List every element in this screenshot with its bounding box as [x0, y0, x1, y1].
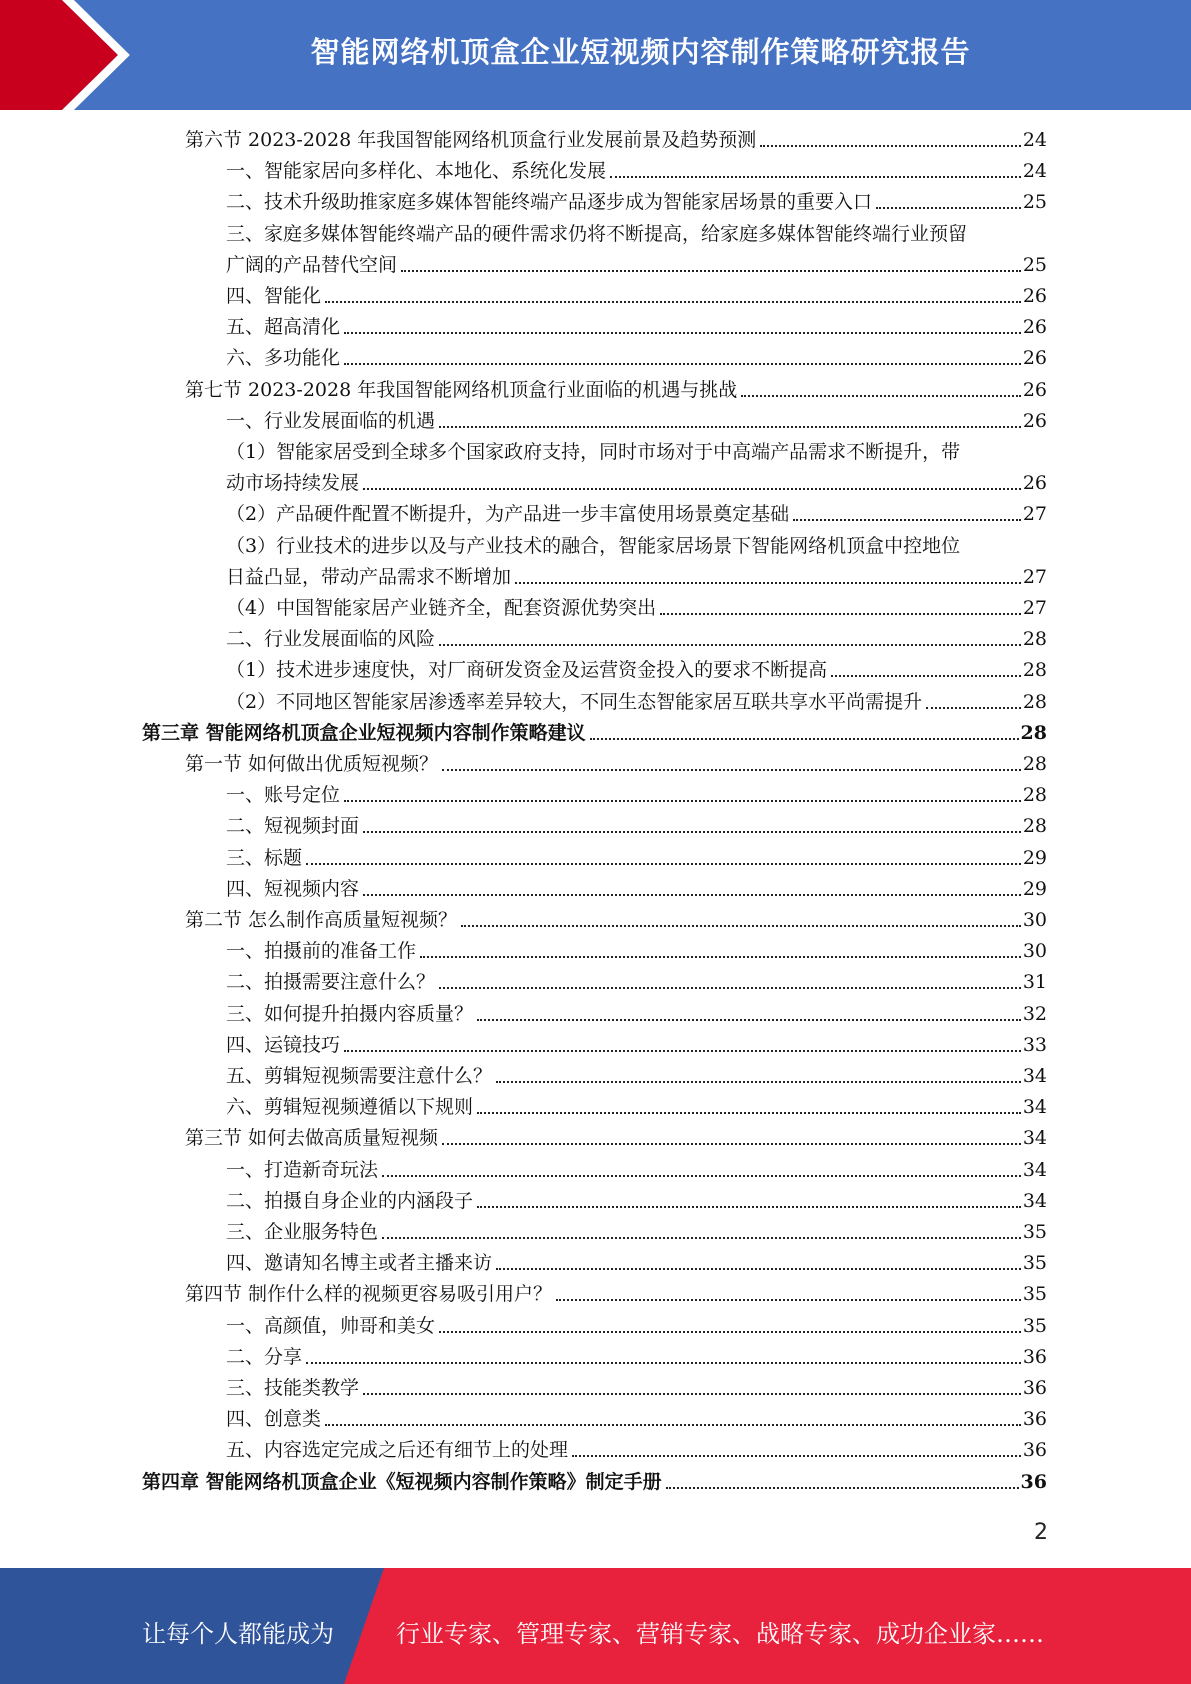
toc-entry[interactable] [226, 533, 1047, 559]
toc-dot-leader [461, 925, 1021, 927]
toc-entry-title: 三、标题 [226, 846, 303, 869]
toc-entry-page: 26 [1022, 285, 1047, 307]
toc-dot-leader [876, 207, 1021, 209]
toc-dot-leader [926, 707, 1021, 709]
toc-entry-page: 28 [1022, 628, 1047, 651]
toc-dot-leader [306, 863, 1021, 865]
toc-entry-title: （3）行业技术的进步以及与产业技术的融合，智能家居场景下智能网络机顶盒中控地位 [226, 534, 961, 557]
toc-entry-title: 二、行业发展面临的风险 [226, 628, 436, 651]
toc-entry-page: 29 [1022, 846, 1047, 869]
toc-entry-page: 28 [1022, 784, 1047, 807]
toc-entry-title: 四、创意类 [226, 1408, 322, 1431]
toc-dot-leader [572, 1455, 1021, 1457]
toc-entry-title: 五、剪辑短视频需要注意什么？ [226, 1065, 493, 1087]
toc-entry[interactable] [226, 1188, 1047, 1214]
toc-dot-leader [439, 1331, 1021, 1333]
toc-entry-page: 28 [1022, 659, 1047, 682]
toc-entry-page: 28 [1020, 721, 1047, 744]
toc-dot-leader [325, 301, 1021, 303]
toc-dot-leader [442, 769, 1021, 771]
toc-entry[interactable] [185, 127, 1047, 153]
toc-entry-title: （1）技术进步速度快，对厂商研发资金及运营资金投入的要求不断提高 [226, 659, 828, 682]
toc-entry[interactable] [226, 283, 1047, 309]
toc-dot-leader [477, 1206, 1021, 1208]
toc-entry[interactable] [226, 252, 1047, 278]
toc-entry-title: 二、短视频封面 [226, 815, 360, 838]
toc-entry-page: 34 [1022, 1189, 1047, 1212]
red-arrow-decoration [0, 0, 150, 110]
footer-slogan: 让每个人都能成为 [142, 1620, 334, 1648]
toc-dot-leader [760, 145, 1021, 147]
toc-entry-title: 二、拍摄需要注意什么？ [226, 971, 436, 994]
toc-entry-title: 二、分享 [226, 1345, 303, 1368]
toc-dot-leader [306, 1362, 1021, 1364]
toc-entry-page: 27 [1022, 565, 1047, 588]
toc-entry[interactable] [142, 1469, 1047, 1495]
toc-entry[interactable] [226, 969, 1047, 995]
toc-entry-title: 动市场持续发展 [226, 472, 360, 495]
toc-dot-leader [831, 675, 1021, 677]
toc-dot-leader [363, 831, 1021, 833]
toc-entry[interactable] [185, 377, 1047, 403]
toc-dot-leader [325, 1424, 1021, 1426]
toc-dot-leader [660, 613, 1021, 615]
toc-entry[interactable] [226, 158, 1047, 184]
toc-dot-leader [363, 1393, 1021, 1395]
toc-entry-title: 五、超高清化 [226, 316, 341, 339]
toc-entry[interactable] [226, 1094, 1047, 1120]
toc-entry-page: 26 [1022, 316, 1047, 339]
toc-entry-page: 27 [1022, 503, 1047, 526]
toc-entry[interactable] [185, 751, 1047, 777]
toc-entry-title: 二、拍摄自身企业的内涵段子 [226, 1189, 474, 1212]
toc-entry-title: 广阔的产品替代空间 [226, 253, 398, 276]
toc-entry[interactable] [226, 501, 1047, 527]
toc-entry-title: 三、家庭多媒体智能终端产品的硬件需求仍将不断提高，给家庭多媒体智能终端行业预留 [226, 222, 968, 245]
toc-entry[interactable] [185, 1125, 1047, 1151]
toc-entry[interactable] [226, 938, 1047, 964]
toc-entry[interactable] [226, 564, 1047, 590]
toc-dot-leader [344, 332, 1021, 334]
toc-entry-page: 25 [1022, 253, 1047, 276]
toc-entry-page: 36 [1022, 1439, 1047, 1462]
toc-entry-title: （4）中国智能家居产业链齐全，配套资源优势突出 [226, 597, 657, 619]
toc-entry-title: 四、邀请知名博主或者主播来访 [226, 1252, 493, 1275]
toc-entry-title: （2）产品硬件配置不断提升，为产品进一步丰富使用场景奠定基础 [226, 503, 790, 526]
toc-dot-leader [442, 1143, 1021, 1145]
toc-entry[interactable] [226, 408, 1047, 434]
toc-entry-title: 第六节 2023-2028 年我国智能网络机顶盒行业发展前景及趋势预测 [185, 129, 757, 151]
toc-entry-title: 第四节 制作什么样的视频更容易吸引用户？ [185, 1283, 553, 1306]
toc-entry[interactable] [226, 189, 1047, 215]
toc-entry-page: 36 [1022, 1377, 1047, 1399]
toc-dot-leader [382, 1237, 1021, 1239]
toc-entry-title: 第三章 智能网络机顶盒企业短视频内容制作策略建议 [142, 721, 586, 744]
toc-entry-page: 35 [1022, 1283, 1047, 1306]
toc-entry-page: 35 [1022, 1221, 1047, 1243]
toc-entry[interactable] [226, 876, 1047, 902]
toc-entry[interactable] [226, 1001, 1047, 1027]
toc-entry[interactable] [226, 1063, 1047, 1089]
toc-entry-page: 35 [1022, 1252, 1047, 1275]
toc-entry-page: 24 [1022, 129, 1047, 151]
toc-entry-title: 三、如何提升拍摄内容质量？ [226, 1002, 474, 1025]
toc-dot-leader [439, 426, 1021, 428]
toc-entry[interactable] [142, 720, 1047, 746]
header-banner [0, 0, 1191, 110]
toc-dot-leader [610, 176, 1021, 178]
toc-entry-page: 34 [1022, 1096, 1047, 1119]
toc-entry-title: 日益凸显，带动产品需求不断增加 [226, 565, 512, 588]
toc-dot-leader [401, 270, 1021, 272]
toc-entry-title: 三、技能类教学 [226, 1377, 360, 1399]
toc-entry-page: 26 [1022, 409, 1047, 432]
toc-entry-page: 28 [1022, 753, 1047, 775]
toc-entry-title: （2）不同地区智能家居渗透率差异较大，不同生态智能家居互联共享水平尚需提升 [226, 690, 923, 713]
toc-dot-leader [363, 488, 1021, 490]
toc-entry-page: 28 [1022, 815, 1047, 838]
toc-entry-title: 第二节 怎么制作高质量短视频？ [185, 909, 458, 931]
toc-entry-page: 36 [1020, 1470, 1047, 1493]
toc-dot-leader [344, 363, 1021, 365]
toc-entry-title: （1）智能家居受到全球多个国家政府支持，同时市场对于中高端产品需求不断提升，带 [226, 441, 961, 463]
toc-entry[interactable] [226, 345, 1047, 371]
toc-dot-leader [344, 800, 1021, 802]
toc-entry-title: 二、技术升级助推家庭多媒体智能终端产品逐步成为智能家居场景的重要入口 [226, 191, 873, 214]
page-number: 2 [1034, 1520, 1048, 1545]
toc-entry[interactable] [226, 845, 1047, 871]
toc-entry-page: 36 [1022, 1345, 1047, 1368]
toc-entry[interactable] [226, 439, 1047, 465]
toc-entry[interactable] [226, 689, 1047, 715]
toc-entry[interactable] [226, 782, 1047, 808]
toc-entry[interactable] [226, 1344, 1047, 1370]
toc-entry-page: 24 [1022, 160, 1047, 183]
toc-entry-page: 31 [1022, 971, 1047, 994]
toc-entry-title: 四、运镜技巧 [226, 1033, 341, 1056]
toc-dot-leader [590, 738, 1019, 740]
toc-entry-title: 一、智能家居向多样化、本地化、系统化发展 [226, 160, 607, 183]
toc-entry-page: 33 [1022, 1033, 1047, 1056]
toc-entry-title: 第四章 智能网络机顶盒企业《短视频内容制作策略》制定手册 [142, 1470, 662, 1493]
toc-entry-page: 32 [1022, 1002, 1047, 1025]
toc-entry-page: 25 [1022, 191, 1047, 214]
toc-dot-leader [439, 987, 1021, 989]
toc-dot-leader [556, 1299, 1021, 1301]
toc-dot-leader [420, 956, 1021, 958]
toc-entry[interactable] [226, 470, 1047, 496]
toc-entry-title: 第三节 如何去做高质量短视频 [185, 1127, 439, 1150]
toc-entry[interactable] [226, 1219, 1047, 1245]
toc-dot-leader [439, 644, 1021, 646]
toc-entry[interactable] [226, 595, 1047, 621]
toc-dot-leader [793, 519, 1021, 521]
toc-dot-leader [666, 1487, 1019, 1489]
toc-entry[interactable] [226, 1406, 1047, 1432]
toc-entry-page: 34 [1022, 1065, 1047, 1087]
toc-entry[interactable] [226, 221, 1047, 247]
toc-entry-title: 一、拍摄前的准备工作 [226, 940, 417, 963]
toc-entry-page: 26 [1022, 378, 1047, 401]
toc-entry-page: 26 [1022, 472, 1047, 495]
toc-entry-page: 36 [1022, 1408, 1047, 1431]
toc-entry-page: 28 [1022, 690, 1047, 713]
toc-entry[interactable] [226, 1375, 1047, 1401]
toc-entry-title: 一、高颜值，帅哥和美女 [226, 1314, 436, 1337]
toc-entry[interactable] [185, 1281, 1047, 1307]
toc-dot-leader [496, 1268, 1021, 1270]
toc-entry-title: 第一节 如何做出优质短视频？ [185, 753, 439, 775]
toc-entry-page: 34 [1022, 1158, 1047, 1181]
toc-entry-title: 三、企业服务特色 [226, 1221, 379, 1243]
report-title: 智能网络机顶盒企业短视频内容制作策略研究报告 [310, 34, 971, 69]
toc-entry-page: 30 [1022, 909, 1047, 931]
toc-dot-leader [344, 1050, 1021, 1052]
toc-entry-title: 一、打造新奇玩法 [226, 1158, 379, 1181]
toc-entry-page: 34 [1022, 1127, 1047, 1150]
toc-dot-leader [382, 1175, 1021, 1177]
toc-entry-title: 一、行业发展面临的机遇 [226, 409, 436, 432]
toc-entry[interactable] [226, 1313, 1047, 1339]
toc-entry[interactable] [226, 1032, 1047, 1058]
toc-entry-page: 30 [1022, 940, 1047, 963]
toc-entry-page: 26 [1022, 347, 1047, 370]
toc-entry-page: 27 [1022, 597, 1047, 619]
toc-entry-title: 第七节 2023-2028 年我国智能网络机顶盒行业面临的机遇与挑战 [185, 378, 738, 401]
toc-entry[interactable] [226, 626, 1047, 652]
toc-entry[interactable] [226, 813, 1047, 839]
toc-entry-page: 35 [1022, 1314, 1047, 1337]
toc-dot-leader [515, 582, 1021, 584]
toc-dot-leader [496, 1081, 1021, 1083]
toc-entry[interactable] [226, 1157, 1047, 1183]
toc-entry-title: 四、智能化 [226, 285, 322, 307]
toc-entry-title: 六、多功能化 [226, 347, 341, 370]
toc-dot-leader [477, 1019, 1021, 1021]
footer-roles: 行业专家、管理专家、营销专家、战略专家、成功企业家…… [396, 1620, 1044, 1648]
toc-entry-title: 五、内容选定完成之后还有细节上的处理 [226, 1439, 569, 1462]
toc-entry[interactable] [226, 314, 1047, 340]
toc-dot-leader [741, 395, 1021, 397]
toc-entry-title: 四、短视频内容 [226, 877, 360, 900]
toc-entry-title: 六、剪辑短视频遵循以下规则 [226, 1096, 474, 1119]
toc-entry[interactable] [226, 1437, 1047, 1463]
toc-entry[interactable] [226, 657, 1047, 683]
toc-dot-leader [477, 1112, 1021, 1114]
toc-dot-leader [363, 894, 1021, 896]
toc-entry-page: 29 [1022, 877, 1047, 900]
toc-entry[interactable] [185, 907, 1047, 933]
toc-entry[interactable] [226, 1250, 1047, 1276]
toc-entry-title: 一、账号定位 [226, 784, 341, 807]
